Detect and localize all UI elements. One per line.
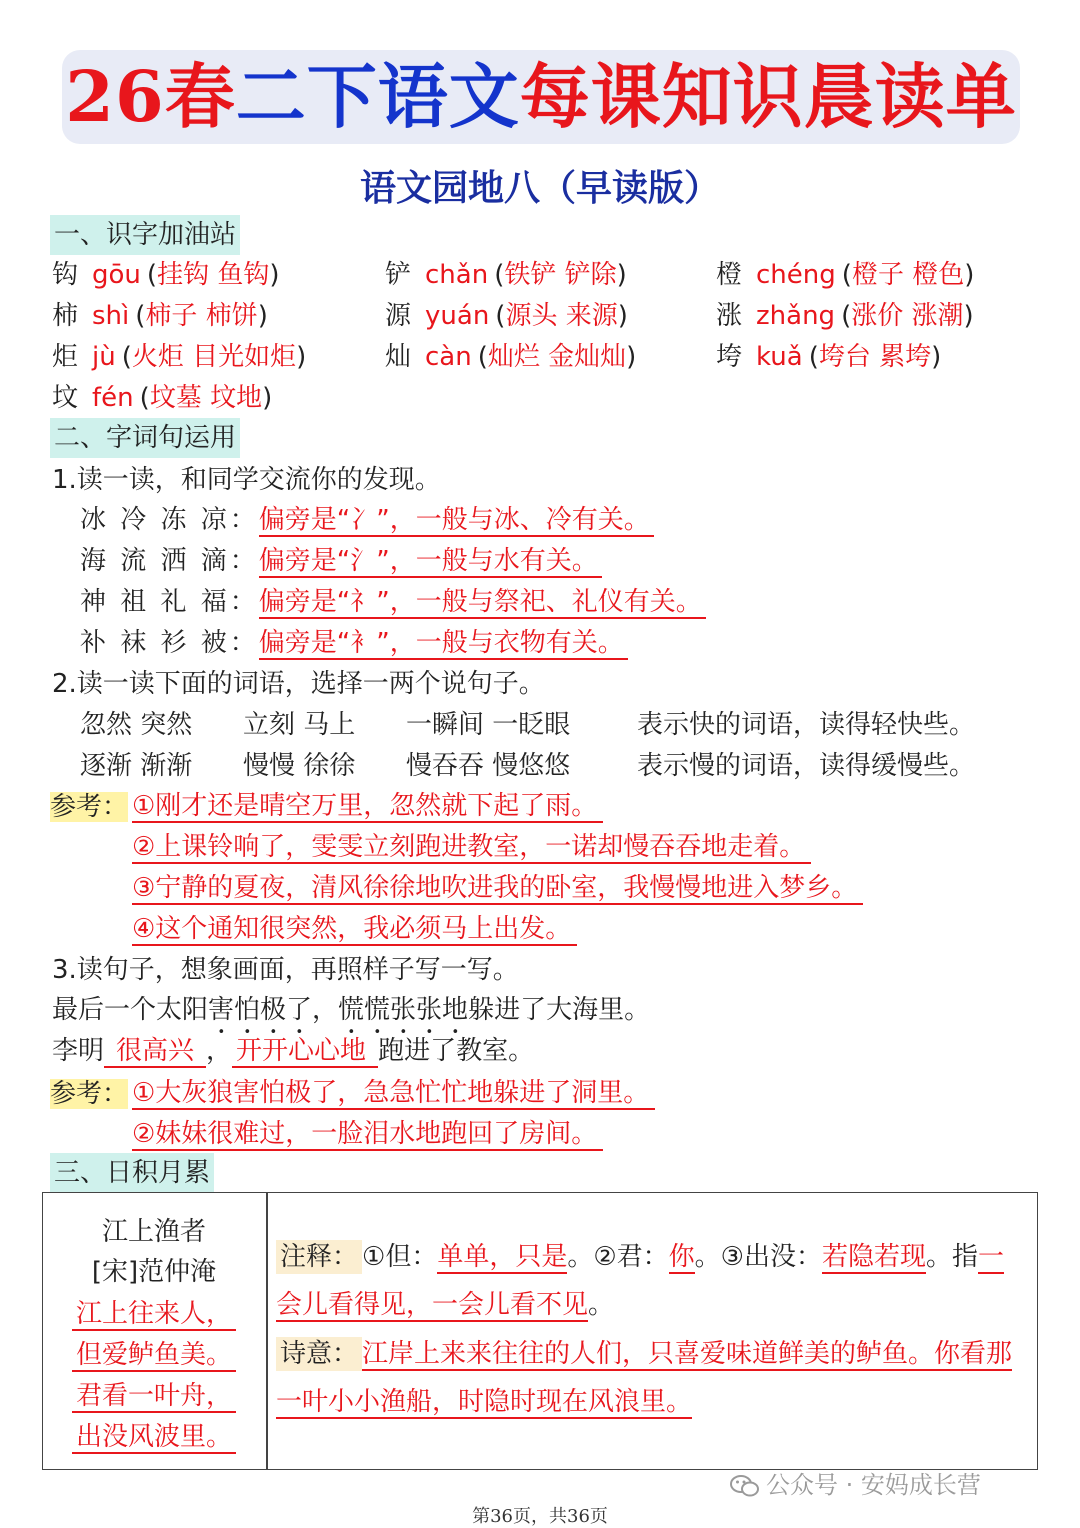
paren-open: ( xyxy=(841,301,852,331)
literacy-char: 柿 xyxy=(52,301,79,331)
subtitle: 语文园地八（早读版） xyxy=(359,168,720,209)
section-heading-3: 三、日积月累 xyxy=(50,1153,214,1193)
reference-sentence xyxy=(132,1114,603,1154)
radical-row xyxy=(80,500,654,540)
reference-text: ③宁静的夏夜，清风徐徐地吹进我的卧室，我慢慢地进入梦乡。 xyxy=(132,873,863,905)
poem-line xyxy=(42,1294,266,1334)
section-heading-2: 二、字词句运用 xyxy=(50,418,240,458)
word-group-1: 逐渐 渐渐 xyxy=(80,751,193,781)
radical-chars: 神 祖 礼 福： xyxy=(80,587,259,617)
literacy-pinyin: chéng xyxy=(756,260,836,290)
reference-label-2: 参考： xyxy=(50,1079,129,1109)
poem-line xyxy=(42,1376,266,1416)
radical-answer: 偏旁是“礻”，一般与祭祀、礼仪有关。 xyxy=(259,587,706,619)
radical-chars: 补 袜 衫 被： xyxy=(80,628,259,658)
radical-row xyxy=(80,623,628,663)
reference-text: ①刚才还是晴空万里，忽然就下起了雨。 xyxy=(132,791,603,823)
paren-open: ( xyxy=(146,260,158,290)
word-note: 表示快的词语，读得轻快些。 xyxy=(637,710,976,740)
title-year: 26春 xyxy=(65,55,236,138)
table-divider xyxy=(266,1192,268,1470)
paren-open: ( xyxy=(808,342,819,372)
question-3-prompt: 3.读句子，想象画面，再照样子写一写。 xyxy=(52,955,519,985)
literacy-item xyxy=(385,337,636,377)
literacy-char: 坟 xyxy=(52,383,79,413)
paren-close: ) xyxy=(626,342,637,372)
reference-sentence xyxy=(132,786,603,826)
fill-sentence: 李明 很高兴 ， 开开心心地 跑进了教室。 xyxy=(52,1036,535,1066)
poem-line-text: 江上往来人， xyxy=(72,1299,236,1331)
word-group-3: 一瞬间 一眨眼 xyxy=(406,710,571,740)
paren-close: ) xyxy=(616,260,627,290)
paren-open: ( xyxy=(135,301,146,331)
literacy-item xyxy=(716,255,974,295)
paren-close: ) xyxy=(964,260,975,290)
literacy-char: 炬 xyxy=(52,342,79,372)
word-group-2: 慢慢 徐徐 xyxy=(243,751,356,781)
watermark: 公众号 · 安妈成长营 xyxy=(730,1465,981,1500)
literacy-item xyxy=(716,296,974,336)
paren-close: ) xyxy=(296,342,307,372)
paren-open: ( xyxy=(495,301,506,331)
question-1-prompt: 1.读一读，和同学交流你的发现。 xyxy=(52,465,441,495)
literacy-words: 涨价 涨潮 xyxy=(851,301,964,331)
reference-sentence xyxy=(132,909,577,949)
radical-row xyxy=(80,541,602,581)
literacy-char: 垮 xyxy=(716,342,743,372)
paren-close: ) xyxy=(262,383,273,413)
literacy-char: 橙 xyxy=(716,260,743,290)
page-title xyxy=(62,50,1020,144)
paren-open: ( xyxy=(494,260,505,290)
literacy-item xyxy=(52,378,272,418)
poem-notes-line2: 会儿看得见，一会儿看不见。 xyxy=(276,1290,615,1320)
literacy-item xyxy=(52,337,306,377)
literacy-words: 坟墓 坟地 xyxy=(149,383,263,413)
radical-row xyxy=(80,582,706,622)
wechat-icon xyxy=(730,1474,760,1498)
radical-chars: 冰 冷 冻 凉： xyxy=(80,505,259,535)
poem-line xyxy=(42,1417,266,1457)
reference-label: 参考： xyxy=(50,792,129,822)
reference-text: ④这个通知很突然，我必须马上出发。 xyxy=(132,914,577,946)
literacy-words: 火炬 目光如炬 xyxy=(131,342,297,372)
literacy-pinyin: jù xyxy=(92,342,116,372)
paren-close: ) xyxy=(617,301,628,331)
poem-line xyxy=(42,1335,266,1375)
radical-answer: 偏旁是“衤”，一般与衣物有关。 xyxy=(259,628,628,660)
literacy-item xyxy=(385,296,628,336)
literacy-words: 灿烂 金灿灿 xyxy=(487,342,627,372)
radical-answer: 偏旁是“氵”，一般与水有关。 xyxy=(259,546,602,578)
fill-blank-1: 很高兴 xyxy=(104,1036,206,1068)
literacy-item xyxy=(52,296,268,336)
poem-meaning-line1: 诗意： 江岸上来来往往的人们，只喜爱味道鲜美的鲈鱼。你看那 xyxy=(276,1334,1012,1374)
literacy-char: 钩 xyxy=(52,260,79,290)
literacy-item xyxy=(52,255,279,295)
literacy-words: 源头 来源 xyxy=(505,301,618,331)
reference-text: ②上课铃响了，雯雯立刻跑进教室，一诺却慢吞吞地走着。 xyxy=(132,832,811,864)
page-number: 第36页，共36页 xyxy=(472,1506,608,1527)
word-group-2: 立刻 马上 xyxy=(243,710,356,740)
literacy-words: 橙子 橙色 xyxy=(851,260,965,290)
poem-line-text: 出没风波里。 xyxy=(72,1422,236,1454)
literacy-pinyin: càn xyxy=(425,342,472,372)
poem-meaning-line2: 一叶小小渔船，时隐时现在风浪里。 xyxy=(276,1387,693,1417)
paren-open: ( xyxy=(121,342,132,372)
paren-close: ) xyxy=(963,301,974,331)
literacy-char: 涨 xyxy=(716,301,743,331)
reference-sentence xyxy=(132,868,863,908)
fill-blank-2: 开开心心地 xyxy=(232,1036,378,1068)
reference-text: ①大灰狼害怕极了，急急忙忙地躲进了洞里。 xyxy=(132,1078,655,1110)
paren-open: ( xyxy=(139,383,150,413)
reference-sentence xyxy=(132,827,811,867)
poem-notes-line1: 注释： ①但：单单，只是。②君：你。③出没：若隐若现。指一 xyxy=(276,1237,1004,1277)
poem-author: [宋]范仲淹 xyxy=(91,1257,217,1287)
section-heading-1: 一、识字加油站 xyxy=(50,215,240,255)
paren-open: ( xyxy=(841,260,852,290)
word-note: 表示慢的词语，读得缓慢些。 xyxy=(637,751,976,781)
poem-title: 江上渔者 xyxy=(101,1217,206,1247)
literacy-words: 垮台 累垮 xyxy=(818,342,932,372)
literacy-pinyin: fén xyxy=(92,383,134,413)
radical-answer: 偏旁是“冫”，一般与冰、冷有关。 xyxy=(259,505,654,537)
word-group-1: 忽然 突然 xyxy=(80,710,193,740)
literacy-item xyxy=(716,337,941,377)
literacy-pinyin: gōu xyxy=(92,260,141,290)
paren-close: ) xyxy=(931,342,942,372)
literacy-words: 柿子 柿饼 xyxy=(145,301,258,331)
example-sentence: 最后一个太阳害怕极了，慌慌张张地躲进了大海里。 xyxy=(52,995,651,1025)
literacy-words: 挂钩 鱼钩 xyxy=(157,260,270,290)
paren-close: ) xyxy=(269,260,280,290)
reference-text: ②妹妹很难过，一脸泪水地跑回了房间。 xyxy=(132,1119,603,1151)
literacy-pinyin: kuǎ xyxy=(756,342,803,372)
paren-open: ( xyxy=(477,342,488,372)
radical-chars: 海 流 洒 滴： xyxy=(80,546,259,576)
title-subject: 二下语文 xyxy=(235,55,520,138)
literacy-pinyin: zhǎng xyxy=(756,301,836,331)
reference-sentence xyxy=(132,1073,655,1113)
literacy-pinyin: shì xyxy=(92,301,130,331)
literacy-item xyxy=(385,255,627,295)
poem-line-text: 但爱鲈鱼美。 xyxy=(72,1340,236,1372)
paren-close: ) xyxy=(257,301,268,331)
literacy-char: 铲 xyxy=(385,260,412,290)
title-main: 每课知识晨读单 xyxy=(519,55,1017,138)
literacy-char: 源 xyxy=(385,301,412,331)
word-group-3: 慢吞吞 慢悠悠 xyxy=(406,751,571,781)
literacy-pinyin: chǎn xyxy=(425,260,489,290)
poem-line-text: 君看一叶舟， xyxy=(72,1381,236,1413)
literacy-words: 铁铲 铲除 xyxy=(504,260,617,290)
question-2-prompt: 2.读一读下面的词语，选择一两个说句子。 xyxy=(52,669,545,699)
literacy-char: 灿 xyxy=(385,342,412,372)
literacy-pinyin: yuán xyxy=(425,301,490,331)
